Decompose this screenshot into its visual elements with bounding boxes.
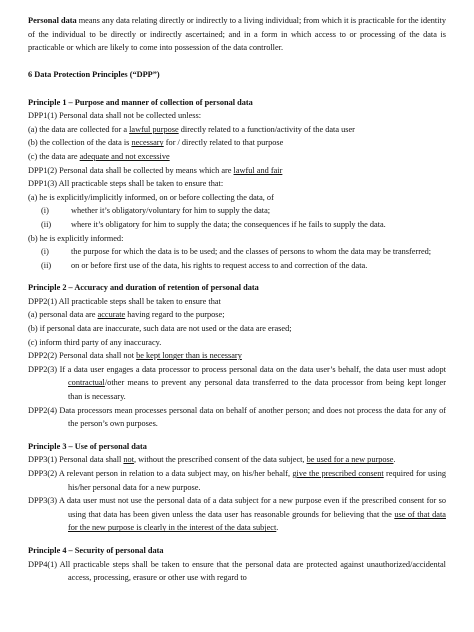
dpp2-3: DPP2(3) If a data user engages a data processor to process personal data on the data user’s behalf, the data user must adopt contractual/other means to prevent any personal data transferred to the data processor from being kept longer than is necessary.: [28, 364, 446, 402]
dpp1-3-b-ii: (ii) on or before first use of the data, his rights to request access to and correction of the data.: [41, 260, 368, 270]
dpp1-3-b: (b) he is explicitly informed:: [28, 233, 124, 243]
dpp1-3-a: (a) he is explicitly/implicitly informed, on or before collecting the data, of: [28, 192, 274, 202]
dpp2-1-c: (c) inform third party of any inaccuracy.: [28, 337, 162, 347]
dpp2-2: DPP2(2) Personal data shall not be kept longer than is necessary: [28, 351, 242, 361]
dpp-heading: 6 Data Protection Principles (“DPP”): [28, 70, 160, 80]
dpp4-1: DPP4(1) All practicable steps shall be taken to ensure that the personal data are protected against unauthorized/accidental access, processing, erasure or other use with regard to: [28, 559, 446, 583]
dpp1-3: DPP1(3) All practicable steps shall be taken to ensure that:: [28, 179, 224, 189]
dpp1-1: DPP1(1) Personal data shall not be collected unless:: [28, 111, 202, 121]
dpp1-3-b-i: (i) the purpose for which the data is to be used; and the classes of persons to whom the data may be transferred;: [41, 247, 432, 257]
dpp1-3-a-ii: (ii) where it’s obligatory for him to supply the data; the consequences if he fails to supply the data.: [41, 219, 386, 229]
definition-text: means any data relating directly or indirectly to a living individual; from which it is practicable for the identity of the individual to be directly or indirectly ascertained; and in a form in which access to or processing of the data is practicable or which are likely to come into possession of the data controller.: [28, 16, 446, 53]
dpp3-1: DPP3(1) Personal data shall not, without the prescribed consent of the data subject, be used for a new purpose.: [28, 455, 396, 465]
dpp1-1-a: (a) the data are collected for a lawful purpose directly related to a function/activity of the data user: [28, 124, 355, 134]
dpp3-2: DPP3(2) A relevant person in relation to a data subject may, on his/her behalf, give the prescribed consent required for using his/her personal data for a new purpose.: [28, 469, 446, 492]
dpp2-1: DPP2(1) All practicable steps shall be taken to ensure that: [28, 296, 221, 306]
principle-3-heading: Principle 3 – Use of personal data: [28, 441, 147, 451]
dpp2-1-a: (a) personal data are accurate having regard to the purpose;: [28, 310, 225, 320]
principle-1-heading: Principle 1 – Purpose and manner of collection of personal data: [28, 97, 253, 107]
dpp1-3-a-i: (i) whether it’s obligatory/voluntary for him to supply the data;: [41, 206, 271, 216]
defined-term: Personal data: [28, 16, 77, 25]
personal-data-definition: [28, 14, 446, 55]
dpp3-3: DPP3(3) A data user must not use the personal data of a data subject for a new purpose even if the prescribed consent for so using that data has been given unless the data user has reasonable grounds for believing that the use of that data for the new purpose is clearly in the interest of the data subject.: [28, 496, 446, 533]
dpp1-2: DPP1(2) Personal data shall be collected by means which are lawful and fair: [28, 165, 283, 175]
principle-2-heading: Principle 2 – Accuracy and duration of retention of personal data: [28, 283, 259, 293]
dpp2-1-b: (b) if personal data are inaccurate, such data are not used or the data are erased;: [28, 324, 292, 334]
dpp1-1-c: (c) the data are adequate and not excessive: [28, 151, 170, 161]
dpp1-1-b: (b) the collection of the data is necessary for / directly related to that purpose: [28, 138, 284, 148]
dpp2-4: DPP2(4) Data processors mean processes personal data on behalf of another person; and does not process the data for any of the person’s own purposes.: [28, 405, 446, 429]
principle-4-heading: Principle 4 – Security of personal data: [28, 545, 164, 555]
